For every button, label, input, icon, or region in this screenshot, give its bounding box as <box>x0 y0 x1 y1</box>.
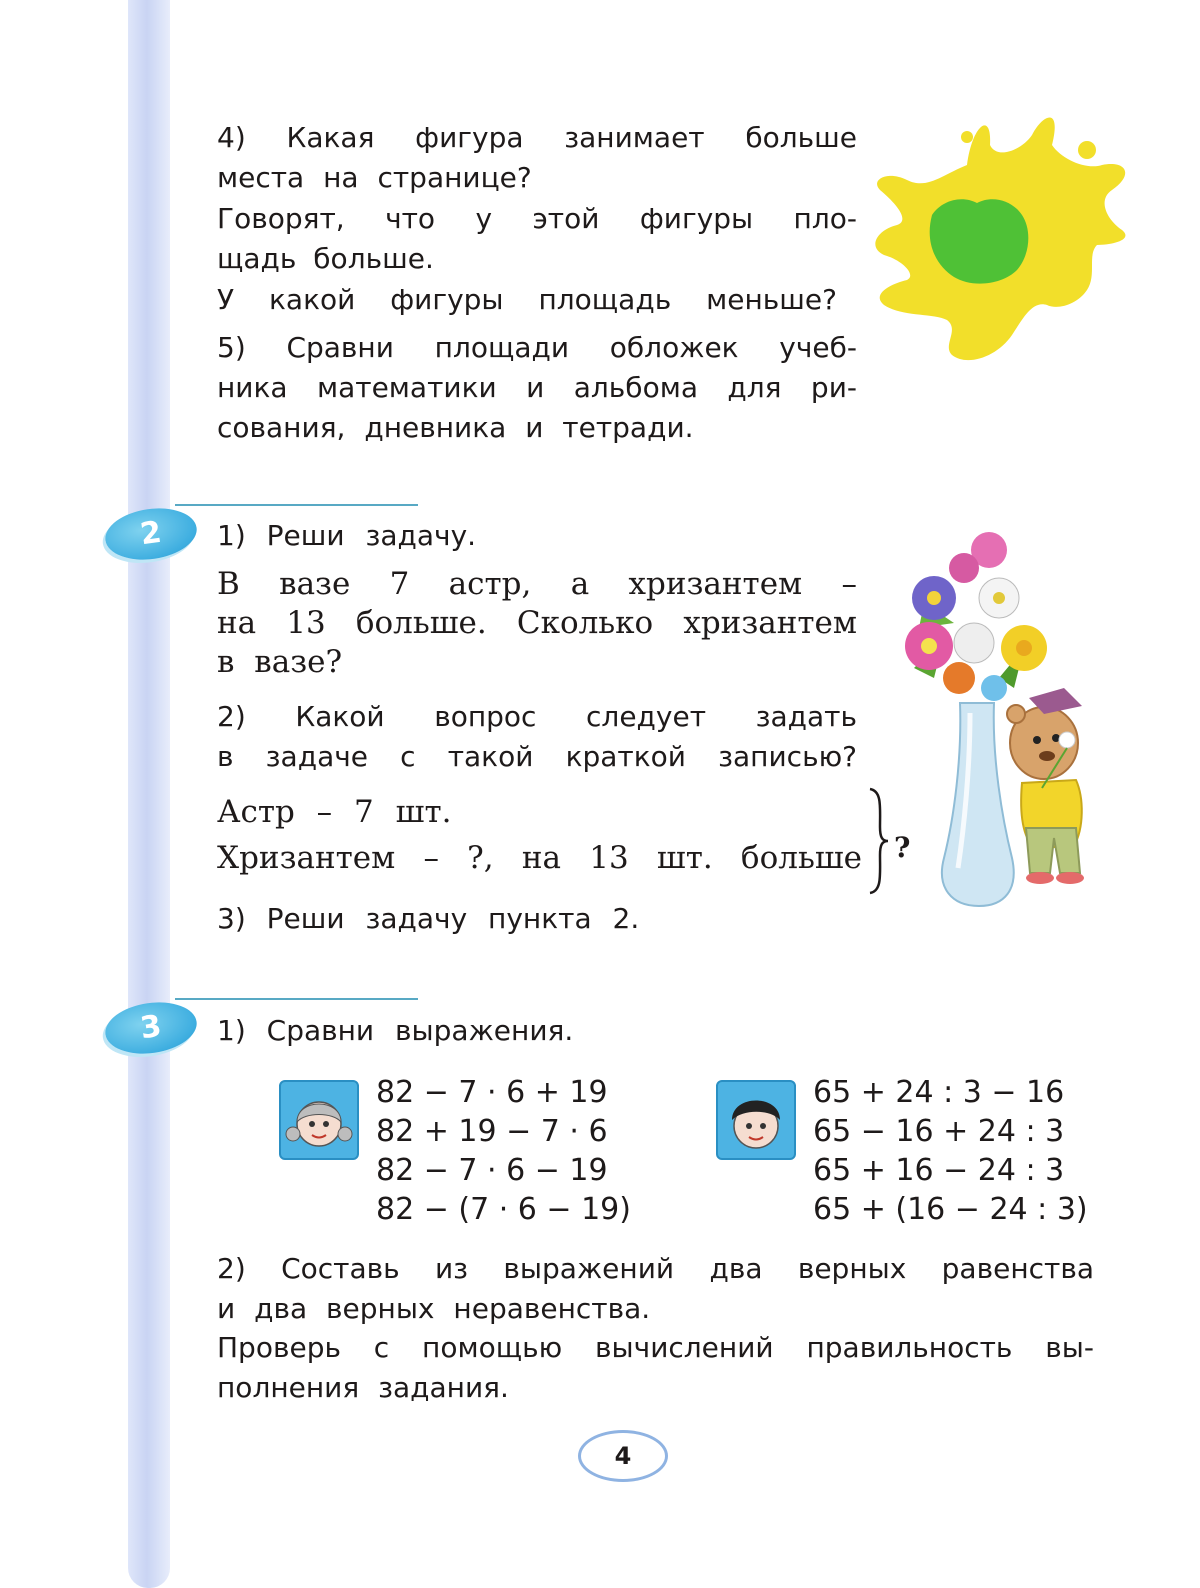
text-line: 2) Составь из выражений два верных равенства <box>217 1252 1094 1285</box>
expression: 82 − 7 · 6 − 19 <box>376 1153 608 1188</box>
section-rule <box>175 504 418 506</box>
text-line: Проверь с помощью вычислений правильность вы- <box>217 1331 1094 1364</box>
text-line: сования, дневника и тетради. <box>217 411 694 444</box>
curly-brace-icon <box>866 787 892 895</box>
task2-p2 <box>217 697 857 777</box>
expression: 65 + 24 : 3 − 16 <box>813 1075 1065 1110</box>
expression: 65 − 16 + 24 : 3 <box>813 1114 1065 1149</box>
left-expression-list <box>376 1073 631 1229</box>
text-line: места на странице? <box>217 161 532 194</box>
task1-q5 <box>217 328 857 448</box>
text-line: В вазе 7 астр, а хризантем – <box>217 566 857 602</box>
text-line: и два верных неравенства. <box>217 1292 651 1325</box>
text-line: 2) Какой вопрос следует задать <box>217 700 857 733</box>
side-strip <box>128 0 170 1588</box>
task3-p1: 1) Сравни выражения. <box>217 1014 574 1047</box>
right-expression-list <box>813 1073 1088 1229</box>
flower-vase-illustration <box>904 528 1089 910</box>
task3-p2 <box>217 1249 1094 1329</box>
expression: 82 + 19 − 7 · 6 <box>376 1114 608 1149</box>
task1-q4 <box>217 118 857 198</box>
expression: 65 + 16 − 24 : 3 <box>813 1153 1065 1188</box>
task1-q4c <box>217 280 837 320</box>
text-line: в вазе? <box>217 644 343 680</box>
task2-p3: 3) Реши задачу пункта 2. <box>217 902 640 935</box>
expression: 82 − (7 · 6 − 19) <box>376 1192 631 1227</box>
record-question-mark: ? <box>894 831 911 864</box>
text-line: Астр – 7 шт. <box>217 794 452 830</box>
page-number: 4 <box>578 1430 668 1482</box>
task-number-badge: 3 <box>102 997 200 1059</box>
task2-p1: 1) Реши задачу. <box>217 519 477 552</box>
expression: 65 + (16 − 24 : 3) <box>813 1192 1088 1227</box>
task2-record <box>217 789 862 881</box>
text-line: ника математики и альбома для ри- <box>217 371 857 404</box>
text-line: 4) Какая фигура занимает больше <box>217 121 857 154</box>
text-line: Говорят, что у этой фигуры пло- <box>217 202 857 235</box>
girl-avatar-icon <box>279 1080 359 1160</box>
boy-avatar-icon <box>716 1080 796 1160</box>
text-line: щадь больше. <box>217 242 434 275</box>
task1-q4b <box>217 199 857 279</box>
task3-p2b <box>217 1328 1094 1408</box>
text-line: в задаче с такой краткой записью? <box>217 740 857 773</box>
paint-splash-illustration <box>872 105 1137 375</box>
section-rule <box>175 998 418 1000</box>
expression: 82 − 7 · 6 + 19 <box>376 1075 608 1110</box>
text-line: 5) Сравни площади обложек учеб- <box>217 331 857 364</box>
text-line: У какой фигуры площадь меньше? <box>217 283 837 316</box>
text-line: полнения задания. <box>217 1371 509 1404</box>
task2-problem <box>217 565 857 682</box>
text-line: Хризантем – ?, на 13 шт. больше <box>217 840 862 876</box>
task-number-badge: 2 <box>102 503 200 565</box>
text-line: на 13 больше. Сколько хризантем <box>217 605 857 641</box>
